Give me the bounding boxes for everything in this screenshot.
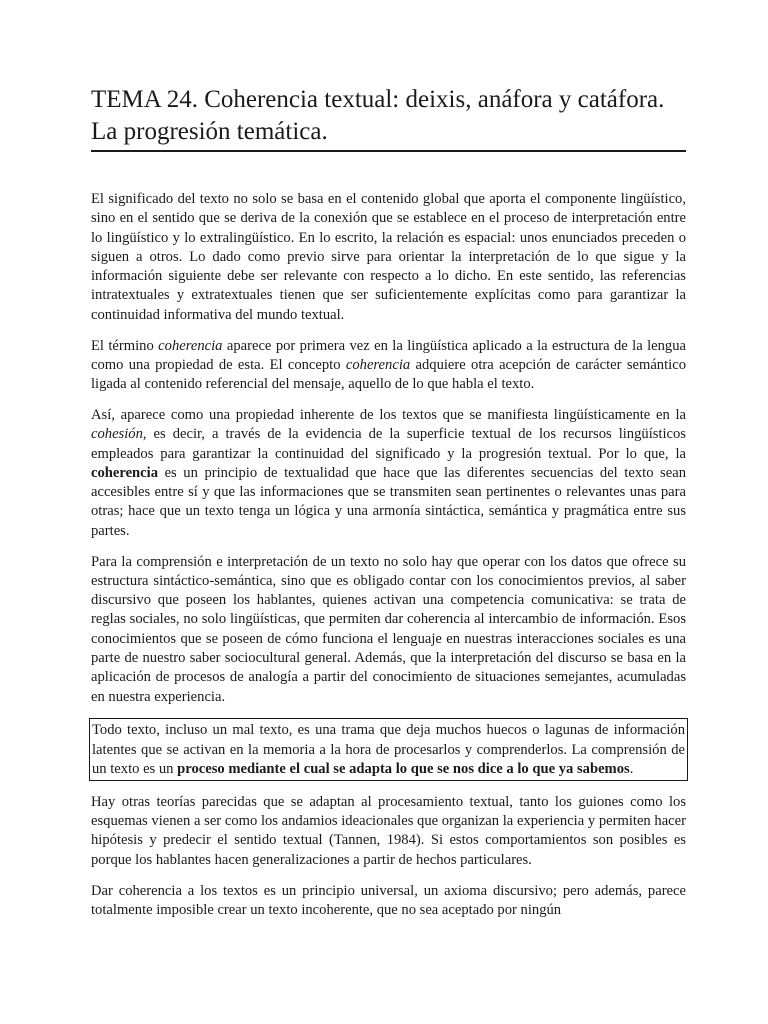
text-run: adquiere otra acepción de carácter semántico ligada al contenido referencial del mensaje, aquello de lo que habla el texto. [91, 356, 686, 393]
paragraph-5 [92, 721, 685, 779]
highlighted-quote-box [89, 718, 688, 781]
text-run: , es decir, a través de la evidencia de la superficie textual de los recursos lingüísticos empleados para garantizar la continuidad del significado y la progresión textual. Por lo que, la [91, 426, 686, 462]
paragraph-4 [91, 553, 686, 707]
document-title-line-1: TEMA 24. Coherencia textual: deixis, anáfora y catáfora. [91, 86, 665, 113]
italic-term: cohesión [91, 426, 143, 443]
text-run: Hay otras teorías parecidas que se adaptan al procesamiento textual, tanto los guiones como los esquemas vienen a ser como los andamios ideacionales que organizan la experiencia y permiten hacer hipótesis y predecir el sentido textual (Tannen, 1984). Si estos comportamientos son posibles es porque los hablantes hacen generalizaciones a partir de hechos particulares. [91, 793, 686, 868]
text-run: Así, aparece como una propiedad inherente de los textos que se manifiesta lingüísticamente en la [91, 406, 686, 423]
italic-term: coherencia [345, 356, 411, 373]
text-run: Dar coherencia a los textos es un principio universal, un axioma discursivo; pero además, parece totalmente imposible crear un texto incoherente, que no sea aceptado por ningún [91, 882, 686, 918]
text-run: El significado del texto no solo se basa en el contenido global que aporta el componente lingüístico, sino en el sentido que se deriva de la conexión que se establece en el proceso de interpretación entre lo lingüístico y lo extralingüístico. En lo escrito, la relación es espacial: unos enunciados preceden o siguen a otros. Lo dado como previo sirve para orientar la interpretación de lo que sigue y la información siguiente debe ser relevante con respecto a lo dicho. En este sentido, las referencias intratextuales y extratextuales tienen que ser suficientemente explícitas como para garantizar la continuidad informativa del mundo textual. [91, 191, 686, 323]
bold-term: coherencia [91, 464, 159, 481]
document-body [91, 190, 686, 920]
text-run: Para la comprensión e interpretación de un texto no solo hay que operar con los datos que ofrece su estructura sintáctico-semántica, sino que es obligado contar con los conocimientos previos, al saber discursivo que poseen los hablantes, quienes activan una competencia comunicativa: se trata de reglas sociales, no solo lingüísticas, que permiten dar coherencia al intercambio de información. Esos conocimientos que se poseen de cómo funciona el lenguaje en nuestras interacciones sociales es una parte de nuestro saber sociocultural general. Además, que la interpretación del discurso se basa en la aplicación de procesos de analogía a partir del conocimiento de situaciones semejantes, acumuladas en nuestra experiencia. [91, 553, 686, 705]
italic-term: coherencia [158, 337, 223, 354]
document-title [91, 84, 686, 152]
text-run: aparece por primera vez en la lingüística aplicado a la estructura de la lengua como una propiedad de esta. El concepto [91, 337, 686, 373]
text-run: Todo texto, incluso un mal texto, es una trama que deja muchos huecos o lagunas de información latentes que se activan en la memoria a la hora de procesarlos y comprenderlos. La comprensión de un texto es un [92, 722, 685, 778]
text-run: . [629, 761, 634, 778]
paragraph-3 [91, 406, 686, 541]
paragraph-1 [91, 190, 686, 325]
paragraph-7 [91, 882, 686, 921]
paragraph-2 [91, 337, 686, 395]
document-page [91, 84, 686, 920]
bold-term: proceso mediante el cual se adapta lo que se nos dice a lo que ya sabemos [177, 761, 630, 778]
document-title-line-2: La progresión temática. [91, 118, 328, 145]
text-run: es un principio de textualidad que hace que las diferentes secuencias del texto sean accesibles entre sí y que las informaciones que se transmiten sean pertinentes o relevantes unas para otras; hace que un texto tenga un lógica y una armonía sintáctica, semántica y pragmática entre sus partes. [91, 464, 686, 539]
text-run: El término [91, 337, 159, 354]
paragraph-6 [91, 793, 686, 870]
